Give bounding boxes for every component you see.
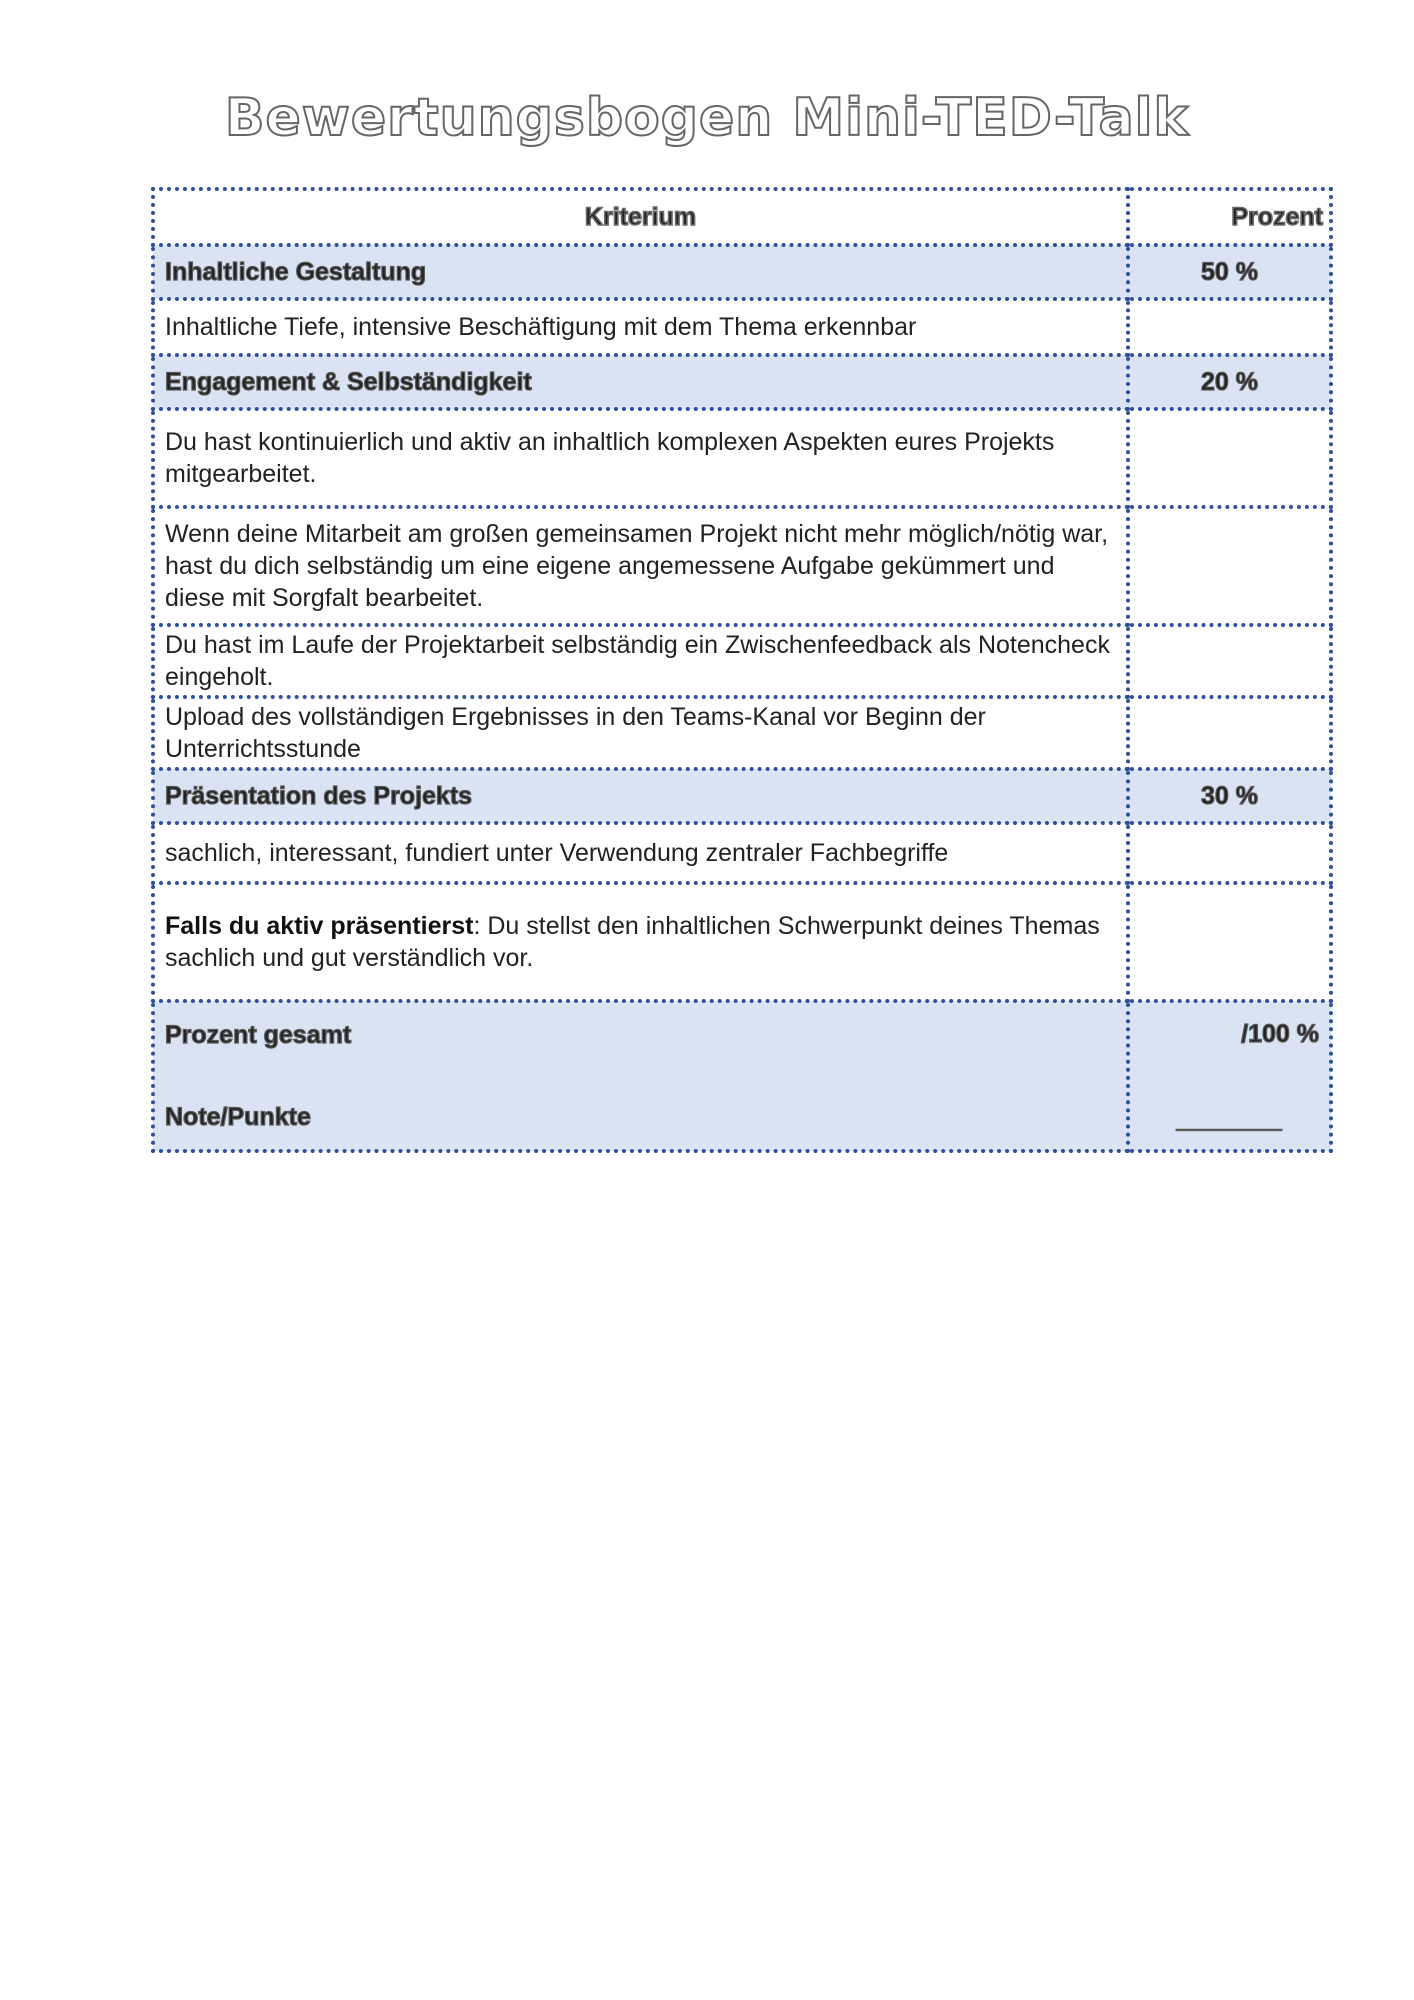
total-value: /100 % <box>1241 1020 1319 1048</box>
section-label: Präsentation des Projekts <box>153 769 1128 823</box>
criterion-text-special <box>153 883 1128 1001</box>
criterion-text: Wenn deine Mitarbeit am großen gemeinsamen Projekt nicht mehr möglich/nötig war, hast du dich selbständig um eine eigene angemessene Aufgabe gekümmert und diese mit Sorgfalt bearbeitet. <box>153 507 1128 625</box>
grade-label: Note/Punkte <box>165 1103 311 1131</box>
section-label: Engagement & Selbständigkeit <box>153 355 1128 409</box>
total-label: Prozent gesamt <box>165 1021 352 1049</box>
score-cell[interactable] <box>1128 299 1331 355</box>
score-cell[interactable] <box>1128 697 1331 769</box>
score-cell[interactable] <box>1128 507 1331 625</box>
section-row-engagement <box>153 355 1331 409</box>
criterion-text: Upload des vollständigen Ergebnisses in den Teams-Kanal vor Beginn der Unterrichtsstunde <box>153 697 1128 769</box>
criterion-row <box>153 299 1331 355</box>
score-cell[interactable] <box>1128 823 1331 883</box>
section-row-content <box>153 245 1331 299</box>
section-percent: 50 % <box>1128 245 1331 299</box>
criterion-text: Du hast kontinuierlich und aktiv an inhaltlich komplexen Aspekten eures Projekts mitgearbeitet. <box>153 409 1128 507</box>
score-cell[interactable] <box>1128 625 1331 697</box>
criterion-row <box>153 507 1331 625</box>
criterion-description: : Du stellst den inhaltlichen Schwerpunkt deines Themas sachlich und gut verständlich vor. <box>165 912 1100 972</box>
criterion-text: Du hast im Laufe der Projektarbeit selbständig ein Zwischenfeedback als Notencheck eingeholt. <box>153 625 1128 697</box>
criterion-header: Kriterium <box>153 189 1128 245</box>
criterion-condition: Falls du aktiv präsentierst <box>165 912 474 940</box>
criterion-text: sachlich, interessant, fundiert unter Verwendung zentraler Fachbegriffe <box>153 823 1128 883</box>
evaluation-table <box>151 187 1333 1153</box>
percent-header: Prozent <box>1128 189 1331 245</box>
grade-blank: ______ <box>1176 1101 1283 1134</box>
section-row-presentation <box>153 769 1331 823</box>
criterion-row <box>153 823 1331 883</box>
section-percent: 30 % <box>1128 769 1331 823</box>
section-label: Inhaltliche Gestaltung <box>153 245 1128 299</box>
page-title: Bewertungsbogen Mini-TED-Talk <box>224 88 1190 148</box>
criterion-row <box>153 625 1331 697</box>
criterion-row <box>153 409 1331 507</box>
criterion-row <box>153 883 1331 1001</box>
total-label-cell <box>153 1001 1128 1151</box>
score-cell[interactable] <box>1128 409 1331 507</box>
score-cell[interactable] <box>1128 883 1331 1001</box>
total-value-cell[interactable] <box>1128 1001 1331 1151</box>
table-header-row <box>153 189 1331 245</box>
section-percent: 20 % <box>1128 355 1331 409</box>
criterion-row <box>153 697 1331 769</box>
total-row <box>153 1001 1331 1151</box>
criterion-text: Inhaltliche Tiefe, intensive Beschäftigung mit dem Thema erkennbar <box>153 299 1128 355</box>
